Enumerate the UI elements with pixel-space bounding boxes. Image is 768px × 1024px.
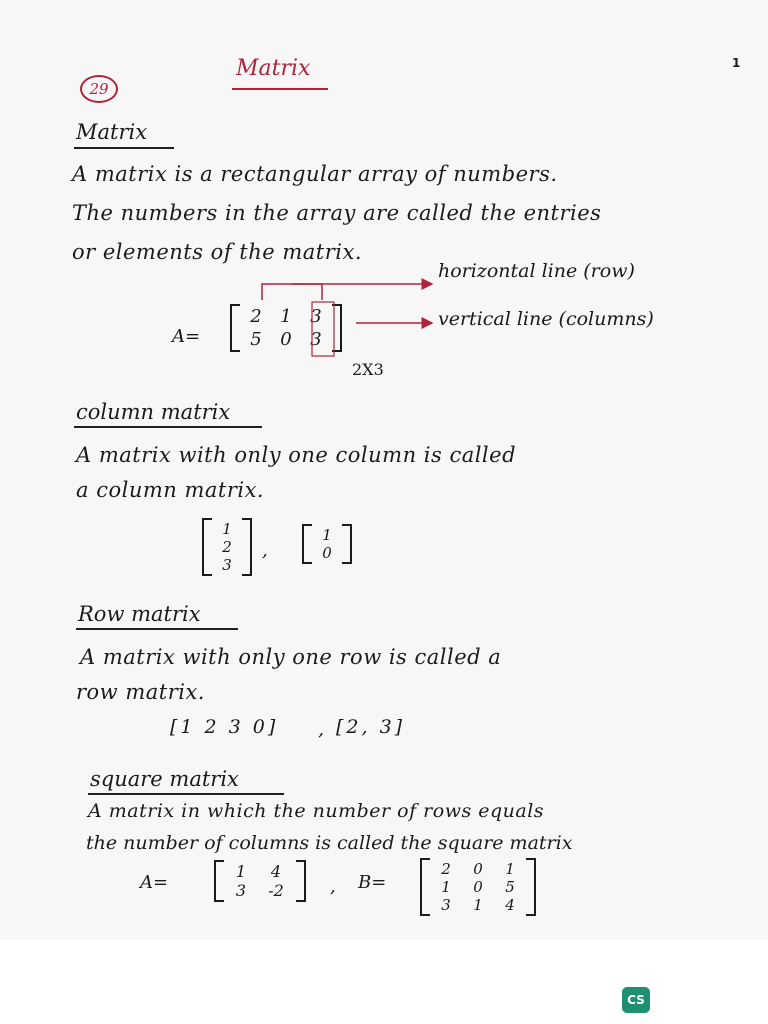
matrix-cell: 5	[505, 878, 515, 896]
column-matrix-heading: column matrix	[76, 400, 231, 424]
matrix-cell: 0	[473, 878, 483, 896]
row-annotation: horizontal line (row)	[438, 260, 635, 282]
row-highlight-bracket	[262, 284, 322, 300]
matrix-cell: 1	[280, 306, 292, 327]
right-bracket	[242, 518, 252, 576]
column-matrix-line-2: a column matrix.	[76, 478, 265, 502]
row-matrix-underline	[76, 628, 238, 630]
column-annotation: vertical line (columns)	[438, 308, 654, 330]
row-matrix-example-1: [1 2 3 0]	[170, 716, 279, 738]
matrix-cell: 1	[235, 862, 247, 881]
matrix-cell: 4	[270, 862, 282, 881]
left-bracket	[202, 518, 212, 576]
matrix-cell: 4	[505, 896, 515, 914]
square-matrix-underline	[88, 793, 284, 795]
matrix-cell: 0	[280, 329, 292, 350]
matrix-line-3: or elements of the matrix.	[72, 240, 362, 264]
right-bracket	[342, 524, 352, 564]
matrix-cell: 3	[222, 556, 232, 574]
column-matrix-grid-2	[312, 524, 342, 564]
matrix-line-2: The numbers in the array are called the entries	[72, 201, 602, 225]
column-matrix-grid-1	[212, 518, 242, 576]
square-matrix-a-grid	[224, 860, 296, 902]
matrix-order: 2X3	[352, 360, 384, 379]
matrix-cell: 0	[322, 544, 332, 562]
circled-page-number: 29	[80, 75, 118, 103]
left-bracket	[214, 860, 224, 902]
row-matrix-line-1: A matrix with only one row is called a	[80, 645, 502, 669]
square-matrix-separator: ,	[330, 876, 336, 897]
matrix-cell: 2	[441, 860, 451, 878]
right-bracket	[526, 858, 536, 916]
matrix-cell: 1	[473, 896, 483, 914]
matrix-cell: 1	[222, 520, 232, 538]
square-matrix-label-b: B=	[358, 872, 387, 893]
camscanner-logo: CS	[622, 987, 650, 1013]
matrix-cell: 3	[310, 329, 322, 350]
column-matrix-example-1	[202, 518, 252, 576]
matrix-cell: 2	[250, 306, 262, 327]
matrix-cell: 1	[505, 860, 515, 878]
matrix-line-1: A matrix is a rectangular array of numbers.	[72, 162, 558, 186]
page-title: Matrix	[236, 56, 311, 81]
column-highlight	[312, 302, 334, 356]
row-matrix-line-2: row matrix.	[76, 680, 205, 704]
square-matrix-line-2: the number of columns is called the square matrix	[86, 832, 573, 854]
square-matrix-heading: square matrix	[90, 767, 239, 791]
matrix-cell: 2	[222, 538, 232, 556]
matrix-cell: 5	[250, 329, 262, 350]
matrix-cell: 1	[322, 526, 332, 544]
matrix-cell: 0	[473, 860, 483, 878]
column-matrix-separator: ,	[262, 540, 268, 561]
square-matrix-b-grid	[430, 858, 526, 916]
row-matrix-heading: Row matrix	[78, 602, 201, 626]
matrix-example-label: A=	[172, 326, 201, 347]
square-matrix-label-a: A=	[140, 872, 169, 893]
matrix-cell: 3	[235, 881, 247, 900]
page-number: 1	[732, 56, 741, 70]
matrix-cell: -2	[268, 881, 284, 900]
matrix-heading: Matrix	[76, 120, 148, 144]
left-bracket	[302, 524, 312, 564]
left-bracket	[420, 858, 430, 916]
row-matrix-separator: ,	[318, 718, 328, 740]
column-matrix-underline	[74, 426, 262, 428]
square-matrix-line-1: A matrix in which the number of rows equals	[88, 800, 545, 822]
row-matrix-example-2: [2, 3]	[336, 716, 406, 738]
column-matrix-line-1: A matrix with only one column is called	[76, 443, 517, 467]
right-bracket	[296, 860, 306, 902]
matrix-cell: 1	[441, 878, 451, 896]
square-matrix-b	[420, 858, 536, 916]
column-matrix-example-2	[302, 524, 352, 564]
square-matrix-a	[214, 860, 306, 902]
matrix-cell: 3	[310, 306, 322, 327]
matrix-cell: 3	[441, 896, 451, 914]
